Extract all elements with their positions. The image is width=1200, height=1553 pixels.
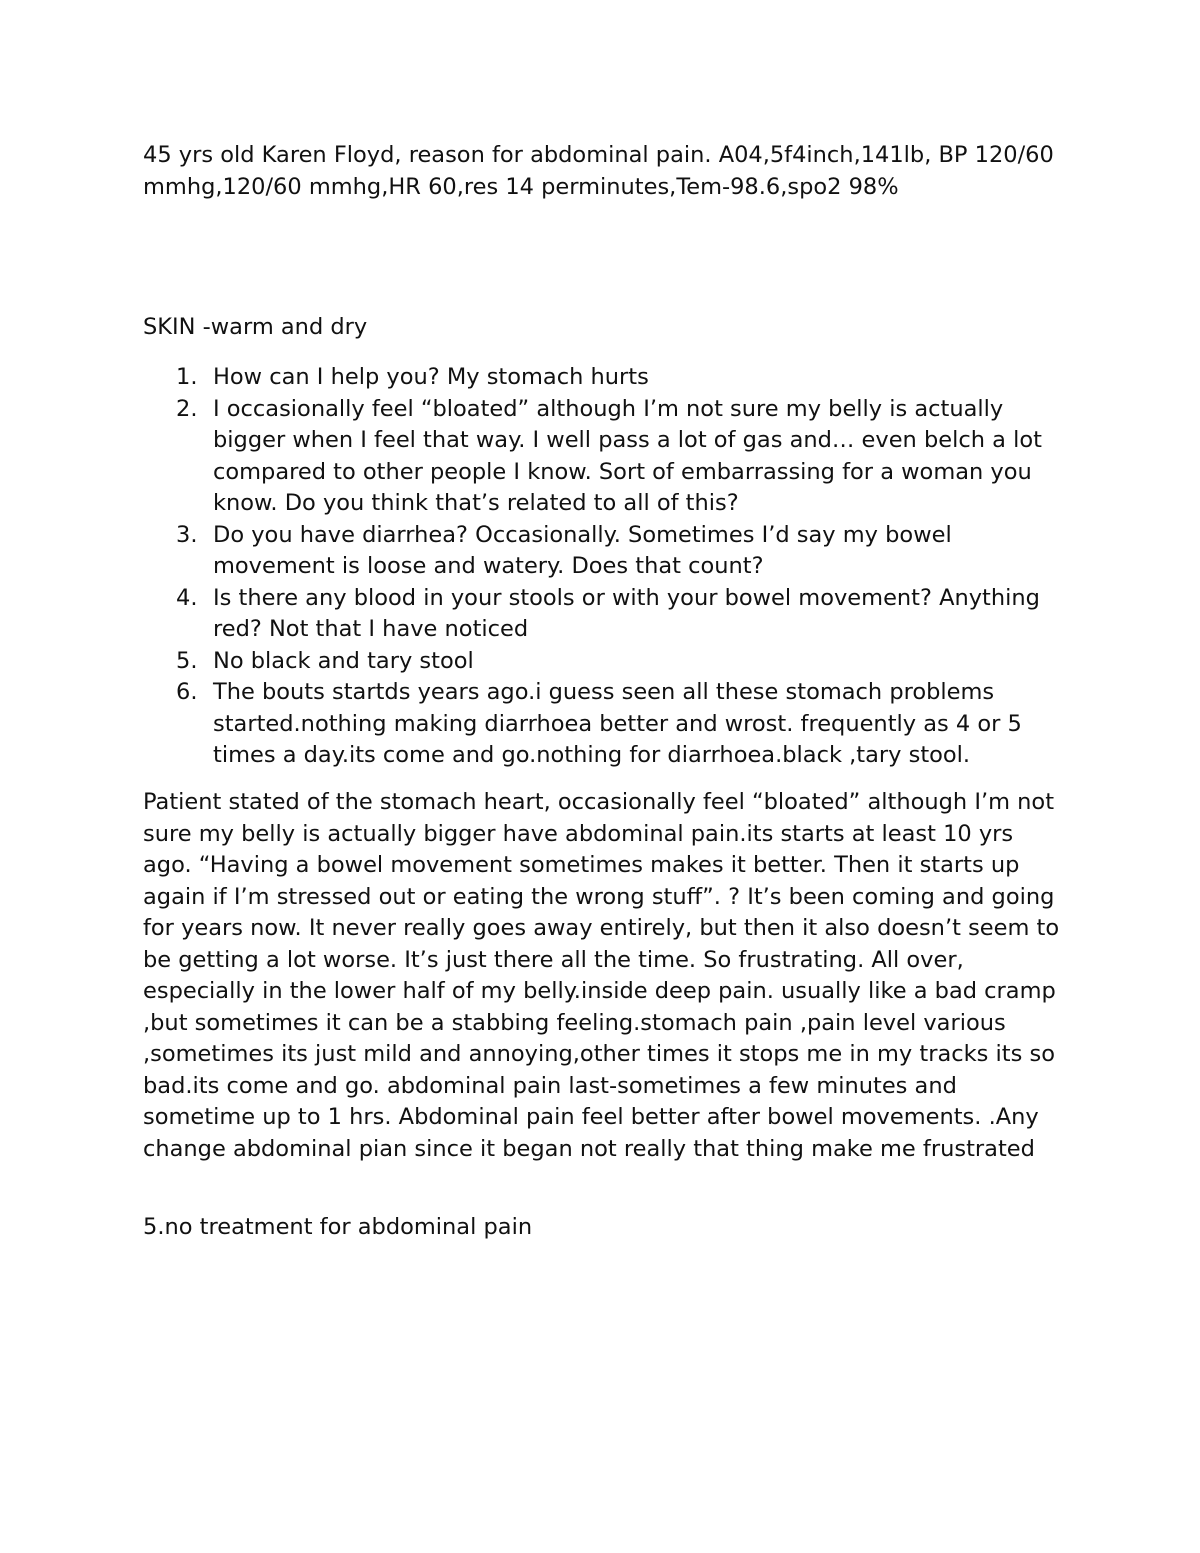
list-item-text: How can I help you? My stomach hurts: [213, 364, 649, 390]
list-item: [143, 646, 1063, 678]
list-item-number: 1.: [176, 364, 198, 390]
list-item: [143, 677, 1063, 772]
list-item-number: 4.: [176, 584, 198, 611]
list-item: [143, 583, 1063, 646]
list-item-text: I occasionally feel “bloated” although I’m not sure my belly is actually bigger when I feel that way. I well pass a lot of gas and… even belch a lot compared to other people I know. Sort of embarrassing for a woman you know. Do you think that’s related to all of this?: [213, 395, 1042, 516]
list-item: [143, 362, 1063, 394]
list-item-text: The bouts startds years ago.i guess seen all these stomach problems started.nothing making diarrhoea better and wrost. frequently as 4 or 5 times a day.its come and go.nothing for diarrhoea.black ,tary stool.: [213, 679, 1022, 768]
list-item-text: No black and tary stool: [213, 647, 474, 674]
list-item-number: 3.: [176, 521, 198, 548]
list-item-text: Is there any blood in your stools or with your bowel movement? Anything red? Not that I have noticed: [213, 584, 1040, 642]
list-item-text: Do you have diarrhea? Occasionally. Sometimes I’d say my bowel movement is loose and watery. Does that count?: [213, 521, 952, 579]
narrative-paragraph: Patient stated of the stomach heart, occasionally feel “bloated” although I’m not sure my belly is actually bigger have abdominal pain.its starts at least 10 yrs ago. “Having a bowel movement sometimes makes it better. Then it starts up again if I’m stressed out or eating the wrong stuff”. ? It’s been coming and going for years now. It never really goes away entirely, but then it also doesn’t seem to be getting a lot worse. It’s just there all the time. So frustrating. All over, especially in the lower half of my belly.inside deep pain. usually like a bad cramp ,but sometimes it can be a stabbing feeling.stomach pain ,pain level various ,sometimes its just mild and annoying,other times it stops me in my tracks its so bad.its come and go. abdominal pain last-sometimes a few minutes and sometime up to 1 hrs. Abdominal pain feel better after bowel movements. .Any change abdominal pian since it began not really that thing make me frustrated: [143, 789, 1060, 1162]
list-item-number: 2.: [176, 395, 198, 422]
skin-finding: SKIN -warm and dry: [143, 314, 368, 340]
list-item: [143, 520, 1063, 583]
list-item: [143, 394, 1063, 520]
document-page: [143, 0, 1073, 1553]
list-item-number: 5.: [176, 647, 198, 674]
closing-line: 5.no treatment for abdominal pain: [143, 1214, 533, 1240]
intro-paragraph: 45 yrs old Karen Floyd, reason for abdominal pain. A04,5f4inch,141lb, BP 120/60 mmhg,120/60 mmhg,HR 60,res 14 perminutes,Tem-98.6,spo2 98%: [143, 142, 1054, 200]
qa-list: [143, 362, 1073, 772]
list-item-number: 6.: [176, 679, 198, 705]
